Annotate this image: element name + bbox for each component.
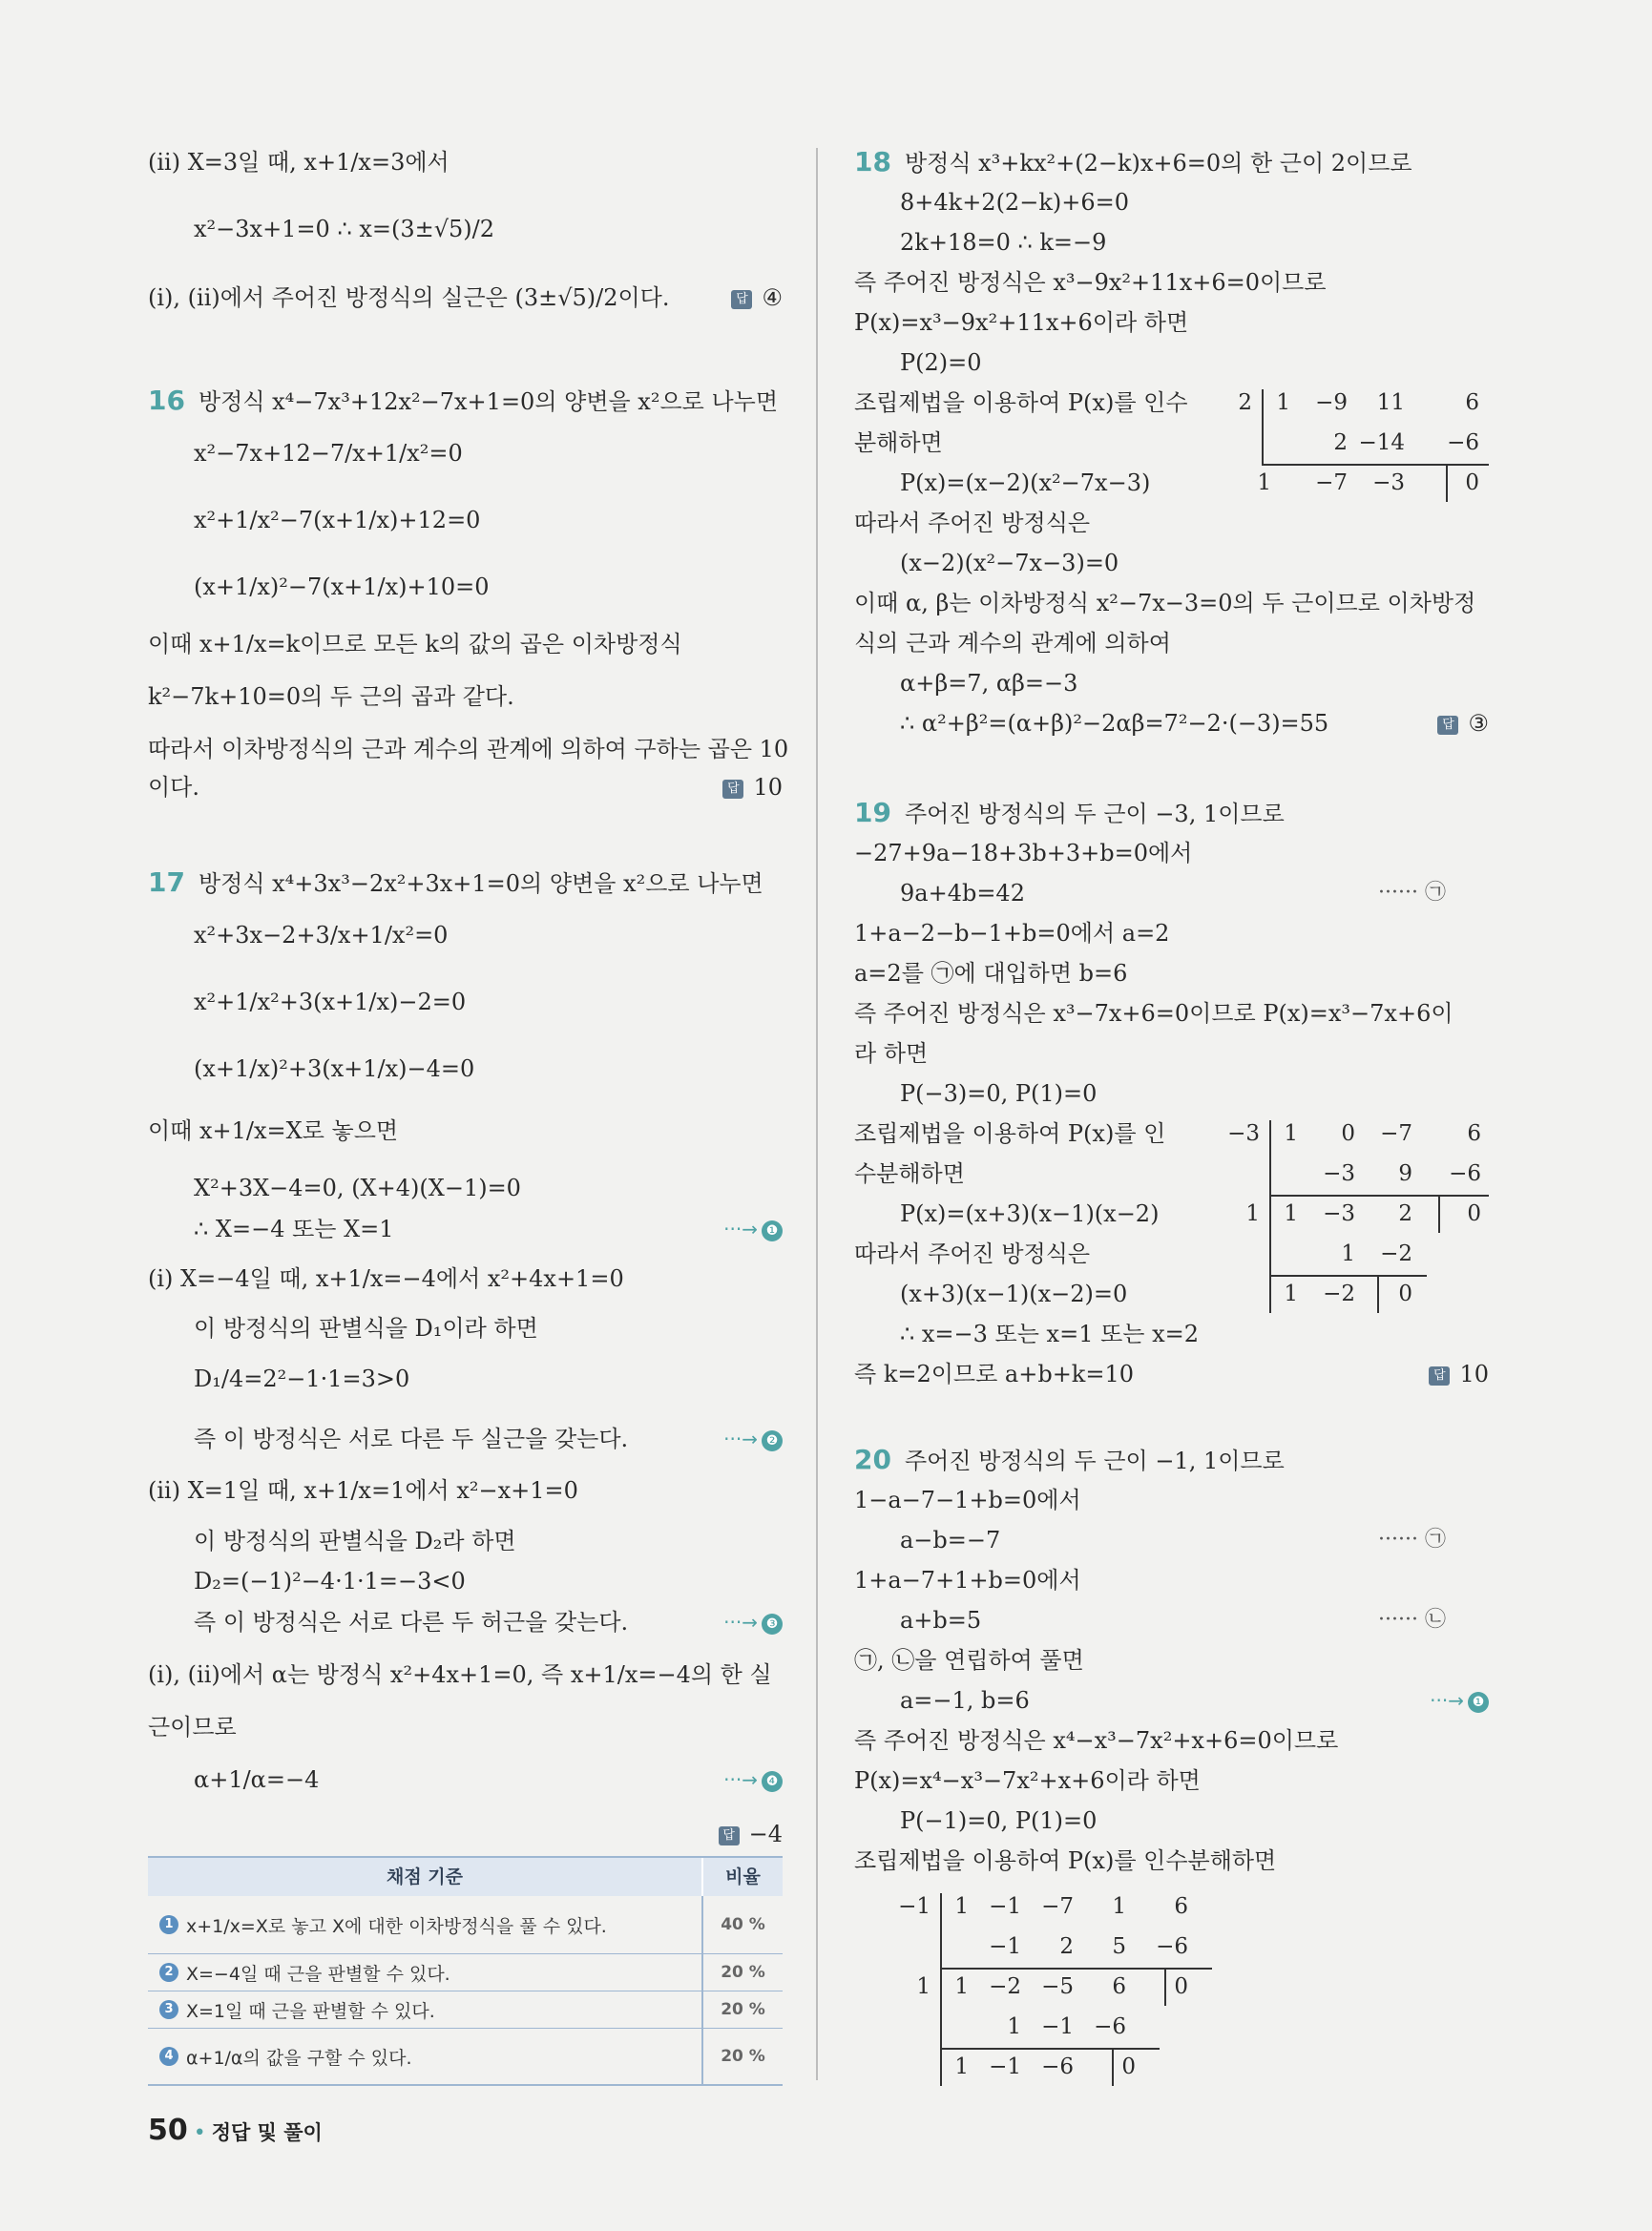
question-19-line	[854, 794, 1489, 833]
text-line: (x−2)(x²−7x−3)=0	[900, 550, 1119, 576]
synth-cell: −6	[1094, 2014, 1126, 2039]
synth-cell: 0	[1341, 1121, 1355, 1146]
synth-cell: −9	[1315, 390, 1348, 415]
synth-cell: −14	[1358, 430, 1405, 455]
text-line: 방정식 x³+kx²+(2−k)x+6=0의 한 근이 2이므로	[904, 150, 1412, 177]
synth-cell: 1	[1007, 2014, 1021, 2039]
answer	[719, 1815, 783, 1853]
question-number: 19	[854, 797, 891, 828]
rubric-row	[148, 1954, 783, 1991]
text-line: P(x)=(x+3)(x−1)(x−2)	[900, 1200, 1160, 1227]
synth-cell: 2	[1398, 1201, 1412, 1226]
synth-cell: 6	[1465, 390, 1479, 415]
rubric-header-ratio: 비율	[725, 1866, 761, 1887]
synth-cell: −7	[1041, 1894, 1074, 1919]
synth-cell: 1	[1257, 470, 1271, 495]
text-line: 즉 이 방정식은 서로 다른 두 허근을 갖는다.	[194, 1609, 629, 1636]
synth-cell: 0	[1465, 470, 1479, 495]
synth-cell: 1	[1284, 1282, 1298, 1306]
answer-box-icon: 답	[731, 290, 752, 309]
synth-cell: 0	[1174, 1974, 1188, 1999]
synth-cell: 6	[1112, 1974, 1126, 1999]
text-line: x²+1/x²−7(x+1/x)+12=0	[194, 507, 481, 533]
text-line: 이 방정식의 판별식을 D₁이라 하면	[194, 1315, 538, 1342]
synth-cell: −6	[1449, 1161, 1481, 1186]
synth-cell: 1	[1112, 1894, 1126, 1919]
text-line: P(x)=(x−2)(x²−7x−3)	[900, 469, 1151, 496]
page-number: 50	[148, 2114, 188, 2147]
synth-cell: −3	[1372, 470, 1405, 495]
text-line: (x+1/x)²−7(x+1/x)+10=0	[194, 573, 490, 600]
text-line: P(x)=x⁴−x³−7x²+x+6이라 하면	[854, 1767, 1201, 1794]
text-line: 즉 주어진 방정식은 x⁴−x³−7x²+x+6=0이므로	[854, 1727, 1339, 1754]
text-line: 1+a−7+1+b=0에서	[854, 1567, 1081, 1594]
synth-cell: −1	[989, 1934, 1021, 1959]
synth-cell: 1	[954, 1894, 969, 1919]
rubric-step-number: 4	[159, 2047, 178, 2066]
text-line: 이다.	[148, 774, 199, 801]
text-line: ∴ x=−3 또는 x=1 또는 x=2	[900, 1321, 1200, 1347]
footer-bullet: •	[193, 2121, 206, 2145]
text-line: P(2)=0	[900, 349, 982, 376]
synth-root: 1	[916, 1974, 931, 1999]
text-line: (x+1/x)²+3(x+1/x)−4=0	[194, 1055, 475, 1082]
rubric-row	[148, 1991, 783, 2029]
answer-box-icon: 답	[719, 1826, 740, 1845]
text-line: 조립제법을 이용하여 P(x)를 인수분해하면	[854, 1847, 1277, 1874]
text-line: (i), (ii)에서 주어진 방정식의 실근은 (3±√5)/2이다.	[148, 284, 670, 311]
text-line: 근이므로	[148, 1714, 237, 1741]
answer	[1429, 1355, 1489, 1393]
synth-cell: −1	[989, 1894, 1021, 1919]
question-18-line	[854, 143, 1489, 182]
text-line: α+β=7, αβ=−3	[900, 670, 1078, 697]
equation-marker: ······ ㉠	[1378, 1528, 1446, 1552]
text-line: 식의 근과 계수의 관계에 의하여	[854, 630, 1171, 657]
synth-cell: 1	[1284, 1201, 1298, 1226]
text-line: x²−7x+12−7/x+1/x²=0	[194, 440, 463, 467]
answer-value: −4	[748, 1821, 783, 1847]
synth-cell: −3	[1323, 1161, 1355, 1186]
text-line: ∴ α²+β²=(α+β)²−2αβ=7²−2·(−3)=55	[900, 710, 1329, 737]
synth-root: 1	[1245, 1201, 1260, 1226]
synth-cell: 1	[954, 1974, 969, 1999]
text-line: 2k+18=0 ∴ k=−9	[900, 229, 1107, 256]
text-line: 즉 주어진 방정식은 x³−7x+6=0이므로 P(x)=x³−7x+6이	[854, 1000, 1453, 1027]
synth-cell: −7	[1315, 470, 1348, 495]
text-line: a=2를 ㉠에 대입하면 b=6	[854, 960, 1128, 987]
synth-cell: −2	[1380, 1241, 1412, 1266]
rubric-step-number: 1	[159, 1915, 178, 1934]
rubric-criterion: x+1/x=X로 놓고 X에 대한 이차방정식을 풀 수 있다.	[186, 1915, 607, 1937]
text-line: x²+1/x²+3(x+1/x)−2=0	[194, 989, 467, 1015]
synthetic-division-20	[892, 1887, 1217, 2088]
text-line: 따라서 주어진 방정식은	[854, 510, 1091, 536]
text-line: 즉 k=2이므로 a+b+k=10	[854, 1361, 1134, 1387]
answer	[731, 279, 783, 317]
synth-cell: 0	[1121, 2054, 1136, 2079]
text-line: a−b=−7	[900, 1527, 1001, 1553]
text-line: 이 방정식의 판별식을 D₂라 하면	[194, 1528, 516, 1554]
text-line: 이때 x+1/x=k이므로 모든 k의 값의 곱은 이차방정식	[148, 631, 682, 657]
rubric-step-number: 2	[159, 1963, 178, 1982]
synth-cell: 5	[1112, 1934, 1126, 1959]
text-line: a+b=5	[900, 1607, 982, 1634]
question-16-line	[148, 382, 783, 421]
rubric-step-number: 3	[159, 2000, 178, 2019]
rubric-header-criteria: 채점 기준	[148, 1858, 703, 1896]
synth-cell: 6	[1467, 1121, 1481, 1146]
question-number: 20	[854, 1444, 891, 1475]
text-line: (i) X=−4일 때, x+1/x=−4에서 x²+4x+1=0	[148, 1265, 624, 1292]
text-line: 조립제법을 이용하여 P(x)를 인	[854, 1120, 1166, 1147]
equation-marker: ······ ㉡	[1378, 1608, 1446, 1632]
answer-box-icon: 답	[1437, 716, 1458, 735]
answer	[722, 768, 783, 806]
answer-value: 10	[753, 774, 783, 801]
text-line: 1−a−7−1+b=0에서	[854, 1487, 1081, 1513]
equation-marker: ······ ㉠	[1378, 881, 1446, 905]
rubric-ratio: 20 %	[721, 2000, 765, 2019]
text-line: 즉 이 방정식은 서로 다른 두 실근을 갖는다.	[194, 1426, 629, 1452]
text-line: P(x)=x³−9x²+11x+6이라 하면	[854, 309, 1189, 336]
synth-cell: −6	[1447, 430, 1479, 455]
text-line: (ii) X=1일 때, x+1/x=1에서 x²−x+1=0	[148, 1477, 578, 1504]
step-marker: ···→ ❹	[723, 1761, 783, 1799]
step-marker: ···→ ❶	[723, 1210, 783, 1248]
text-line: P(−1)=0, P(1)=0	[900, 1807, 1098, 1834]
question-number: 18	[854, 146, 891, 177]
text-line: ∴ X=−4 또는 X=1	[194, 1216, 394, 1242]
text-line: −27+9a−18+3b+3+b=0에서	[854, 840, 1193, 866]
page-footer	[148, 2114, 323, 2147]
answer-value: 10	[1459, 1361, 1489, 1387]
synth-root: −3	[1227, 1121, 1260, 1146]
text-line: (x+3)(x−1)(x−2)=0	[900, 1281, 1128, 1307]
synth-cell: 2	[1059, 1934, 1074, 1959]
text-line: 따라서 주어진 방정식은	[854, 1241, 1091, 1267]
rubric-ratio: 40 %	[721, 1915, 765, 1934]
text-line: ㉠, ㉡을 연립하여 풀면	[854, 1647, 1084, 1674]
synth-cell: 1	[1341, 1241, 1355, 1266]
text-line: 8+4k+2(2−k)+6=0	[900, 189, 1129, 216]
text-line: (i), (ii)에서 α는 방정식 x²+4x+1=0, 즉 x+1/x=−4의 한 실	[148, 1661, 772, 1688]
synthetic-division-18	[1231, 384, 1489, 504]
text-line: 방정식 x⁴−7x³+12x²−7x+1=0의 양변을 x²으로 나누면	[198, 388, 779, 415]
text-line: D₁/4=2²−1·1=3>0	[194, 1366, 410, 1392]
grading-rubric-table	[148, 1856, 783, 2086]
question-20-line	[854, 1441, 1489, 1480]
text-line: (ii) X=3일 때, x+1/x=3에서	[148, 149, 450, 176]
text-line: 조립제법을 이용하여 P(x)를 인수	[854, 389, 1188, 416]
text-line: x²−3x+1=0 ∴ x=(3±√5)/2	[194, 216, 495, 242]
text-line: 이때 α, β는 이차방정식 x²−7x−3=0의 두 근이므로 이차방정	[854, 590, 1476, 616]
text-line: 따라서 이차방정식의 근과 계수의 관계에 의하여 구하는 곱은 10	[148, 736, 789, 762]
synth-cell: 1	[1284, 1121, 1298, 1146]
synth-cell: −6	[1156, 1934, 1188, 1959]
rubric-header	[148, 1856, 783, 1896]
footer-title: 정답 및 풀이	[211, 2121, 323, 2144]
step-marker: ···→ ❸	[723, 1603, 783, 1641]
synth-cell: −1	[989, 2054, 1021, 2079]
text-line: 9a+4b=42	[900, 880, 1025, 907]
synth-cell: −5	[1041, 1974, 1074, 1999]
synth-root: 2	[1238, 390, 1252, 415]
text-line: 라 하면	[854, 1040, 929, 1067]
question-17-line	[148, 864, 783, 903]
synth-cell: −3	[1323, 1201, 1355, 1226]
text-line: P(−3)=0, P(1)=0	[900, 1080, 1098, 1107]
synth-cell: −7	[1380, 1121, 1412, 1146]
rubric-criterion: X=1일 때 근을 판별할 수 있다.	[186, 2000, 435, 2022]
text-line: 주어진 방정식의 두 근이 −1, 1이므로	[904, 1448, 1285, 1474]
text-line: 방정식 x⁴+3x³−2x²+3x+1=0의 양변을 x²으로 나누면	[198, 870, 763, 897]
text-line: 즉 주어진 방정식은 x³−9x²+11x+6=0이므로	[854, 269, 1327, 296]
question-number: 17	[148, 866, 185, 898]
text-line: x²+3x−2+3/x+1/x²=0	[194, 922, 449, 949]
text-line: D₂=(−1)²−4·1·1=−3<0	[194, 1568, 466, 1595]
text-line: a=−1, b=6	[900, 1687, 1030, 1714]
step-marker: ···→ ❷	[723, 1420, 783, 1458]
column-divider	[816, 148, 818, 2080]
synth-cell: −2	[1323, 1282, 1355, 1306]
answer-box-icon: 답	[722, 780, 743, 799]
synth-cell: 6	[1174, 1894, 1188, 1919]
rubric-row	[148, 1896, 783, 1954]
text-line: 이때 x+1/x=X로 놓으면	[148, 1117, 399, 1144]
synth-cell: 1	[1276, 390, 1290, 415]
text-line: k²−7k+10=0의 두 근의 곱과 같다.	[148, 683, 514, 710]
text-line: 주어진 방정식의 두 근이 −3, 1이므로	[904, 801, 1285, 827]
synth-cell: 0	[1467, 1201, 1481, 1226]
text-line: α+1/α=−4	[194, 1766, 320, 1793]
synth-cell: 9	[1398, 1161, 1412, 1186]
rubric-ratio: 20 %	[721, 2047, 765, 2066]
synth-cell: −2	[989, 1974, 1021, 1999]
rubric-row	[148, 2029, 783, 2086]
rubric-criterion: X=−4일 때 근을 판별할 수 있다.	[186, 1963, 450, 1985]
synth-cell: 2	[1333, 430, 1348, 455]
text-line: 1+a−2−b−1+b=0에서 a=2	[854, 920, 1170, 947]
answer	[1437, 704, 1489, 742]
text-line: 분해하면	[854, 429, 943, 456]
synth-cell: −6	[1041, 2054, 1074, 2079]
question-number: 16	[148, 385, 185, 416]
synth-root: −1	[898, 1894, 931, 1919]
answer-box-icon: 답	[1429, 1366, 1450, 1386]
synthetic-division-19	[1222, 1115, 1489, 1315]
synth-cell: 11	[1376, 390, 1405, 415]
synth-cell: 1	[954, 2054, 969, 2079]
text-line: X²+3X−4=0, (X+4)(X−1)=0	[194, 1175, 521, 1201]
rubric-ratio: 20 %	[721, 1963, 765, 1982]
synth-cell: −1	[1041, 2014, 1074, 2039]
text-line: 수분해하면	[854, 1160, 965, 1187]
answer-value: ④	[762, 284, 783, 311]
synth-cell: 0	[1398, 1282, 1412, 1306]
step-marker: ···→ ❶	[1430, 1681, 1489, 1720]
rubric-criterion: α+1/α의 값을 구할 수 있다.	[186, 2047, 412, 2069]
answer-value: ③	[1468, 710, 1489, 737]
